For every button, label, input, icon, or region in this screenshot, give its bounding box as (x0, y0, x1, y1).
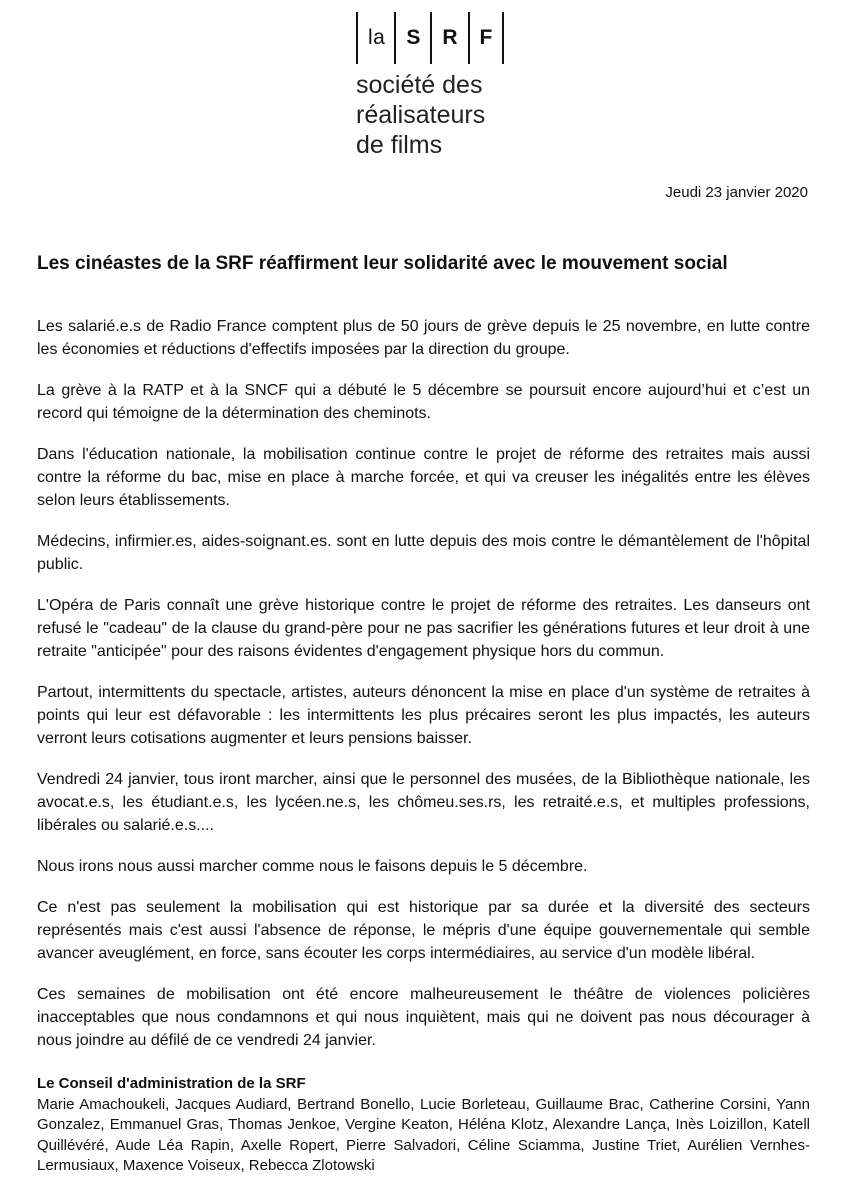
page-title: Les cinéastes de la SRF réaffirment leur solidarité avec le mouvement social (37, 253, 728, 274)
paragraph: Ces semaines de mobilisation ont été encore malheureusement le théâtre de violences policières inacceptables que nous condamnons et qui nous inquiètent, mais qui ne doivent pas nous décourager à nous joindre au défilé de ce vendredi 24 janvier. (37, 986, 810, 1049)
logo-subtitle-line: réalisateurs (356, 101, 486, 129)
paragraph: Médecins, infirmier.es, aides-soignant.es. sont en lutte depuis des mois contre le démantèlement de l'hôpital public. (37, 533, 810, 573)
paragraph: Nous irons nous aussi marcher comme nous le faisons depuis le 5 décembre. (37, 857, 588, 875)
logo-divider (502, 12, 504, 64)
srf-logo (356, 12, 516, 160)
paragraph: Dans l'éducation nationale, la mobilisation continue contre le projet de réforme des retraites mais aussi contre la réforme du bac, mise en place à marche forcée, et qui va creuser les inégalités entre les élèves selon leurs établissements. (37, 446, 810, 509)
logo-divider (356, 12, 358, 64)
paragraph: La grève à la RATP et à la SNCF qui a débuté le 5 décembre se poursuit encore aujourd’hui et c’est un record qui témoigne de la détermination des cheminots. (37, 382, 810, 422)
logo-divider (468, 12, 470, 64)
document-date: Jeudi 23 janvier 2020 (665, 184, 808, 201)
logo-subtitle (356, 70, 516, 160)
paragraph: Les salarié.e.s de Radio France comptent plus de 50 jours de grève depuis le 25 novembre, en lutte contre les économies et réductions d'effectifs imposées par la direction du groupe. (37, 318, 810, 358)
logo-letter-s: S (406, 26, 421, 49)
logo-divider (430, 12, 432, 64)
logo-divider (394, 12, 396, 64)
logo-letter-f: F (479, 26, 493, 49)
paragraph: Partout, intermittents du spectacle, artistes, auteurs dénoncent la mise en place d'un système de retraites à points qui leur est défavorable : les intermittents les plus précaires seront les plus impactés, les auteurs verront leurs cotisations augmenter et leurs pensions baisser. (37, 684, 810, 747)
paragraph: L'Opéra de Paris connaît une grève historique contre le projet de réforme des retraites. Les danseurs ont refusé le "cadeau" de la clause du grand-père pour ne pas sacrifier les générations futures et leur droit à une retraite "anticipée" pour des raisons évidentes d'engagement physique hors du commun. (37, 597, 810, 660)
logo-la: la (368, 26, 386, 49)
logo-subtitle-line: de films (356, 131, 443, 159)
body-text (37, 316, 810, 1071)
logo-letter-r: R (442, 26, 458, 49)
signature-block (37, 1074, 810, 1177)
signature-title: Le Conseil d'administration de la SRF (37, 1075, 306, 1092)
paragraph: Vendredi 24 janvier, tous iront marcher, ainsi que le personnel des musées, de la Bibliothèque nationale, les avocat.e.s, les étudiant.e.s, les lycéen.ne.s, les chômeu.ses.rs, les retraité.e.s, et multiples professions, libérales ou salarié.e.s.... (37, 770, 810, 834)
paragraph: Ce n'est pas seulement la mobilisation qui est historique par sa durée et la diversité des secteurs représentés mais c'est aussi l'absence de réponse, le mépris d'une équipe gouvernementale qui semble avancer aveuglément, en force, sans écouter les corps intermédiaires, au service d'un modèle libéral. (37, 899, 810, 962)
signature-names: Marie Amachoukeli, Jacques Audiard, Bertrand Bonello, Lucie Borleteau, Guillaume Brac, Catherine Corsini, Yann Gonzalez, Emmanuel Gras, Thomas Jenkoe, Vergine Keaton, Héléna Klotz, Alexandre Lança, Inès Loizillon, Katell Quillévéré, Aude Léa Rapin, Axelle Ropert, Pierre Salvadori, Céline Sciamma, Justine Triet, Aurélien Vernhes-Lermusiaux, Maxence Voiseux, Rebecca Zlotowski (37, 1095, 810, 1175)
logo-subtitle-line: société des (356, 71, 483, 99)
logo-wordmark (356, 12, 516, 64)
